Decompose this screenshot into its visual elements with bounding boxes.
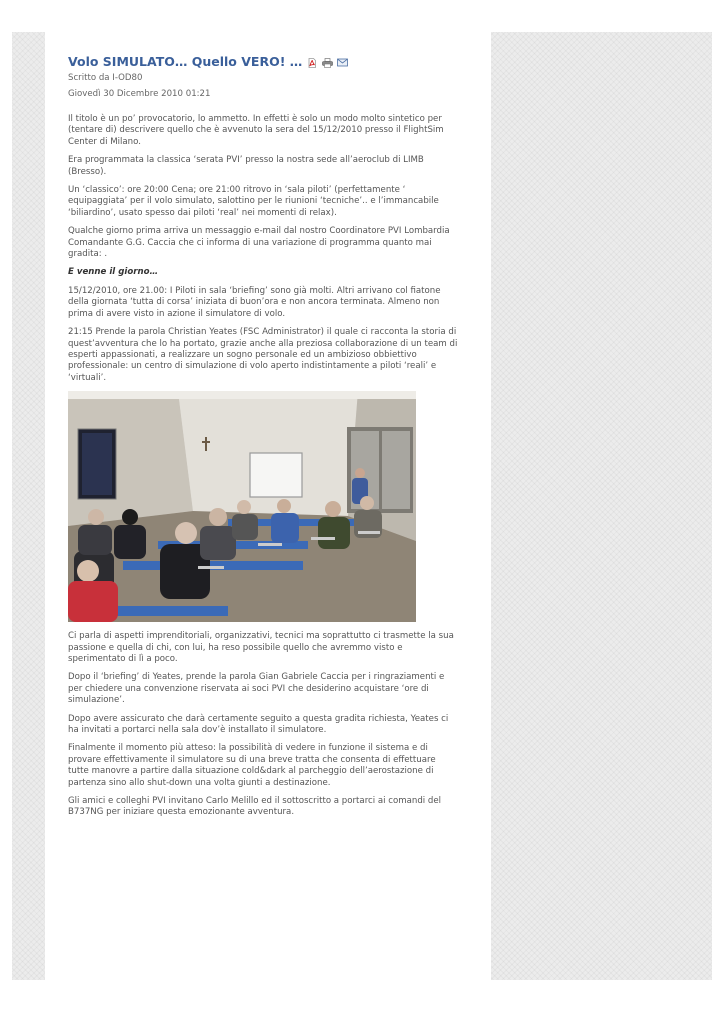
section-subheading: E venne il giorno… — [68, 267, 159, 278]
date-line: Giovedì 30 Dicembre 2010 01:21 — [68, 89, 211, 99]
paragraph: 15/12/2010, ore 21.00: I Piloti in sala ‘briefing’ sono già molti. Altri arrivano col fiatone della giornata ‘tutta di corsa’ iniziata di buon’ora e non ancora terminata. Almeno non prima di avere visto in azione il simulatore di volo. — [68, 285, 441, 319]
paragraph: 21:15 Prende la parola Christian Yeates (FSC Administrator) il quale ci racconta la storia di quest’avventura che lo ha portato, grazie anche alla preziosa collaborazione di un team di esperti appassionati, a realizzare un sogno personale ed un ambizioso obbiettivo professionale: un centro di simulazione di volo aperto indistintamente a piloti ‘reali’ e ‘virtuali’. — [68, 327, 458, 383]
article-title[interactable]: Volo SIMULATO… Quello VERO! … — [68, 54, 303, 69]
paragraph: Dopo il ‘briefing’ di Yeates, prende la parola Gian Gabriele Caccia per i ringraziamenti e per chiedere una convenzione riservata ai soci PVI che desiderino acquistare ‘ore di simulazione’. — [68, 672, 445, 706]
print-icon[interactable] — [322, 58, 332, 67]
email-icon[interactable] — [337, 58, 347, 67]
paragraph: Dopo avere assicurato che darà certamente seguito a questa gradita richiesta, Yeates ci ha invitati a portarci nella sala dov’è installato il simulatore. — [68, 713, 449, 735]
paragraph: Il titolo è un po’ provocatorio, lo ammetto. In effetti è solo un modo molto sintetico per (tentare di) descrivere quello che è avvenuto la sera del 15/12/2010 presso il FlightSim Center di Milano. — [68, 114, 444, 147]
paragraph: Finalmente il momento più atteso: la possibilità di vedere in funzione il sistema e di provare effettivamente il simulatore su di una breve tratta che consenta di effettuare tutte manovre a partire dalla situazione cold&dark al parcheggio dell’aerostazione di partenza sino allo shut-down una volta giunti a destinazione. — [68, 743, 436, 788]
title-row — [68, 54, 458, 70]
paragraph: Un ‘classico’: ore 20:00 Cena; ore 21:00 ritrovo in ‘sala piloti’ (perfettamente ‘ equipaggiata’ per il volo simulato, salottino per le riunioni ‘tecniche’.. e l’immancabile ‘biliardino’, usato spesso dai piloti ‘real’ nei momenti di relax). — [68, 185, 439, 218]
briefing-room-photo — [68, 391, 416, 622]
paragraph: Ci parla di aspetti imprenditoriali, organizzativi, tecnici ma soprattutto ci trasmette la sua passione e quella di chi, con lui, ha reso possibile quello che avremmo visto e sperimentato di lì a poco. — [68, 631, 454, 664]
article — [68, 54, 458, 826]
pdf-icon[interactable] — [307, 58, 317, 67]
paragraph: Era programmata la classica ‘serata PVI’ presso la nostra sede all’aeroclub di LIMB (Bresso). — [68, 155, 424, 177]
author-line: Scritto da I-OD80 — [68, 73, 143, 83]
paragraph: Gli amici e colleghi PVI invitano Carlo Melillo ed il sottoscritto a portarci ai comandi del B737NG per iniziare questa emozionante avventura. — [68, 796, 442, 818]
content-column — [45, 32, 491, 980]
paragraph: Qualche giorno prima arriva un messaggio e-mail dal nostro Coordinatore PVI Lombardia Comandante G.G. Caccia che ci informa di una variazione di programma quanto mai gradita: . — [68, 226, 450, 260]
article-body — [68, 114, 458, 819]
